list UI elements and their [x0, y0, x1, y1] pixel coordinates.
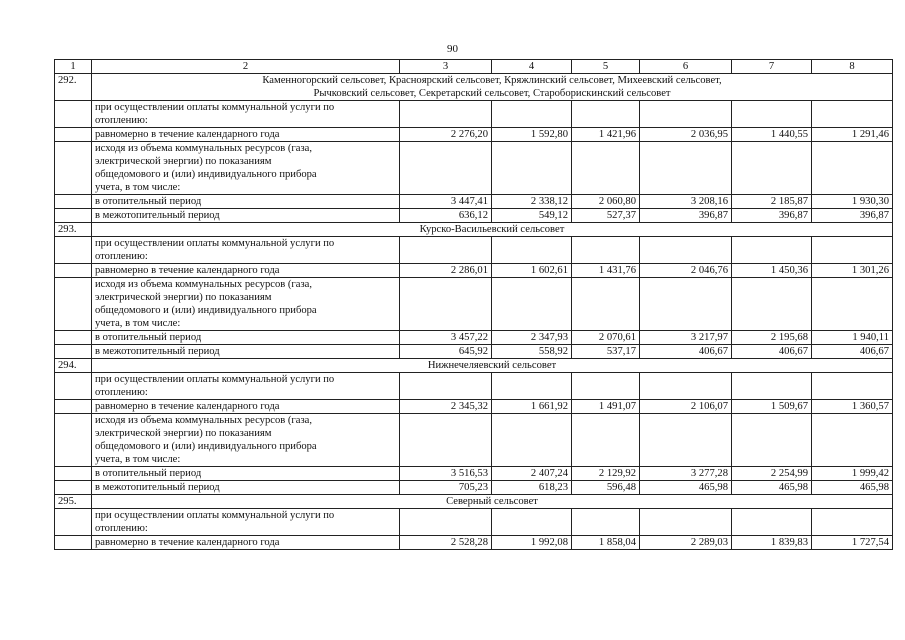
settlement-row [55, 495, 893, 509]
tariff-value-col-3: 2 286,01 [400, 264, 492, 278]
tariff-row [55, 128, 893, 142]
tariff-value-col-5: 2 060,80 [572, 195, 640, 209]
settlement-name-line: Нижнечеляевский сельсовет [427, 360, 557, 371]
tariff-value-col-7 [732, 142, 812, 195]
row-description-line: общедомового и (или) индивидуального прибора [95, 169, 317, 180]
tariff-value-col-3 [400, 237, 492, 264]
tariff-row [55, 373, 893, 400]
row-number-cell [55, 331, 92, 345]
row-description [92, 331, 400, 345]
row-number-cell [55, 373, 92, 400]
row-number: 295. [55, 495, 92, 509]
row-description-line: равномерно в течение календарного года [95, 129, 280, 140]
tariff-row [55, 264, 893, 278]
tariff-value-col-7: 2 185,87 [732, 195, 812, 209]
tariff-value-col-6 [640, 278, 732, 331]
settlement-row [55, 223, 893, 237]
tariff-value-col-5 [572, 237, 640, 264]
settlement-name-line: Северный сельсовет [446, 496, 538, 507]
tariff-row [55, 209, 893, 223]
row-number-cell [55, 264, 92, 278]
tariff-value-col-3: 2 276,20 [400, 128, 492, 142]
tariff-value-col-6: 2 106,07 [640, 400, 732, 414]
tariff-value-col-5: 1 491,07 [572, 400, 640, 414]
tariff-value-col-3: 645,92 [400, 345, 492, 359]
tariff-value-col-5: 596,48 [572, 481, 640, 495]
tariff-value-col-5: 1 858,04 [572, 536, 640, 550]
settlement-name [92, 495, 893, 509]
row-number-cell [55, 414, 92, 467]
row-description-line: отоплению: [95, 115, 148, 126]
tariff-value-col-7: 1 839,83 [732, 536, 812, 550]
tariff-value-col-7 [732, 414, 812, 467]
tariff-value-col-5 [572, 101, 640, 128]
tariff-value-col-5: 1 431,76 [572, 264, 640, 278]
tariff-value-col-6: 3 277,28 [640, 467, 732, 481]
tariff-value-col-7: 1 450,36 [732, 264, 812, 278]
tariff-value-col-8: 1 291,46 [812, 128, 893, 142]
tariff-value-col-6: 465,98 [640, 481, 732, 495]
row-number-cell [55, 278, 92, 331]
row-number-cell [55, 400, 92, 414]
row-description [92, 400, 400, 414]
settlement-name-line: Рычковский сельсовет, Секретарский сельсовет, Староборискинский сельсовет [313, 88, 671, 99]
tariff-row [55, 142, 893, 195]
tariff-row [55, 536, 893, 550]
row-description-line: учета, в том числе: [95, 182, 181, 193]
settlement-row [55, 74, 893, 101]
row-number-cell [55, 481, 92, 495]
row-number-cell [55, 345, 92, 359]
tariff-row [55, 278, 893, 331]
row-number-cell [55, 142, 92, 195]
settlement-name [92, 74, 893, 101]
tariff-value-col-3: 636,12 [400, 209, 492, 223]
row-number-cell [55, 509, 92, 536]
tariff-value-col-3 [400, 142, 492, 195]
tariff-value-col-4 [492, 509, 572, 536]
column-number-3: 3 [400, 60, 492, 74]
row-description [92, 536, 400, 550]
row-number-cell [55, 536, 92, 550]
tariff-value-col-8 [812, 101, 893, 128]
tariff-value-col-5 [572, 509, 640, 536]
column-number-1: 1 [55, 60, 92, 74]
row-description [92, 101, 400, 128]
tariff-value-col-7 [732, 278, 812, 331]
tariff-value-col-7: 1 440,55 [732, 128, 812, 142]
tariff-value-col-7 [732, 101, 812, 128]
tariff-value-col-4: 558,92 [492, 345, 572, 359]
tariff-value-col-4: 1 992,08 [492, 536, 572, 550]
tariff-row [55, 414, 893, 467]
tariff-value-col-5: 527,37 [572, 209, 640, 223]
tariff-row [55, 195, 893, 209]
tariff-value-col-6 [640, 101, 732, 128]
tariff-value-col-4 [492, 237, 572, 264]
tariff-value-col-4: 1 661,92 [492, 400, 572, 414]
row-description-line: отоплению: [95, 387, 148, 398]
column-number-8: 8 [812, 60, 893, 74]
tariff-value-col-7: 2 195,68 [732, 331, 812, 345]
tariff-value-col-4: 618,23 [492, 481, 572, 495]
tariff-value-col-4 [492, 142, 572, 195]
row-description-line: учета, в том числе: [95, 318, 181, 329]
tariff-row [55, 237, 893, 264]
tariff-value-col-7: 1 509,67 [732, 400, 812, 414]
settlement-name-line: Курско-Васильевский сельсовет [419, 224, 565, 235]
row-description-line: отоплению: [95, 251, 148, 262]
row-description-line: в межотопительный период [95, 210, 220, 221]
row-description-line: учета, в том числе: [95, 454, 181, 465]
row-description [92, 345, 400, 359]
row-description-line: электрической энергии) по показаниям [95, 292, 272, 303]
tariff-value-col-7 [732, 509, 812, 536]
tariff-value-col-3 [400, 101, 492, 128]
tariff-value-col-6 [640, 142, 732, 195]
tariff-value-col-7: 406,67 [732, 345, 812, 359]
tariff-value-col-4 [492, 278, 572, 331]
tariff-value-col-8: 1 727,54 [812, 536, 893, 550]
page-number: 90 [447, 43, 458, 55]
tariff-value-col-6: 396,87 [640, 209, 732, 223]
tariff-value-col-6: 406,67 [640, 345, 732, 359]
tariff-value-col-8: 1 301,26 [812, 264, 893, 278]
row-number-cell [55, 195, 92, 209]
row-description [92, 142, 400, 195]
tariff-value-col-3 [400, 509, 492, 536]
tariff-value-col-4: 2 338,12 [492, 195, 572, 209]
tariff-value-col-4: 1 602,61 [492, 264, 572, 278]
settlement-name [92, 223, 893, 237]
row-description-line: электрической энергии) по показаниям [95, 156, 272, 167]
tariff-value-col-7: 2 254,99 [732, 467, 812, 481]
tariff-value-col-6 [640, 373, 732, 400]
tariff-value-col-7: 396,87 [732, 209, 812, 223]
tariff-value-col-4: 549,12 [492, 209, 572, 223]
tariff-value-col-8: 406,67 [812, 345, 893, 359]
column-number-row [55, 60, 893, 74]
tariff-value-col-8: 1 999,42 [812, 467, 893, 481]
tariff-value-col-3: 3 457,22 [400, 331, 492, 345]
tariff-value-col-4: 2 407,24 [492, 467, 572, 481]
row-number-cell [55, 237, 92, 264]
tariff-value-col-5 [572, 414, 640, 467]
tariff-value-col-8 [812, 142, 893, 195]
tariff-value-col-6: 2 289,03 [640, 536, 732, 550]
tariff-value-col-3: 2 528,28 [400, 536, 492, 550]
row-description [92, 414, 400, 467]
tariff-table [54, 59, 893, 550]
tariff-value-col-3: 3 447,41 [400, 195, 492, 209]
row-description-line: в межотопительный период [95, 346, 220, 357]
tariff-row [55, 509, 893, 536]
row-description [92, 195, 400, 209]
tariff-value-col-3: 2 345,32 [400, 400, 492, 414]
row-number-cell [55, 209, 92, 223]
row-description [92, 264, 400, 278]
row-description-line: равномерно в течение календарного года [95, 537, 280, 548]
tariff-value-col-7: 465,98 [732, 481, 812, 495]
tariff-row [55, 467, 893, 481]
row-number: 293. [55, 223, 92, 237]
tariff-row [55, 481, 893, 495]
row-description-line: при осуществлении оплаты коммунальной услуги по [95, 510, 335, 521]
tariff-value-col-6: 3 217,97 [640, 331, 732, 345]
row-number-cell [55, 101, 92, 128]
tariff-value-col-6 [640, 237, 732, 264]
row-description-line: электрической энергии) по показаниям [95, 428, 272, 439]
tariff-value-col-6: 3 208,16 [640, 195, 732, 209]
row-number: 292. [55, 74, 92, 101]
row-description-line: отоплению: [95, 523, 148, 534]
tariff-value-col-3 [400, 373, 492, 400]
row-number-cell [55, 128, 92, 142]
tariff-value-col-7 [732, 237, 812, 264]
tariff-value-col-8 [812, 509, 893, 536]
tariff-value-col-4 [492, 101, 572, 128]
row-description-line: исходя из объема коммунальных ресурсов (газа, [95, 279, 313, 290]
tariff-row [55, 400, 893, 414]
row-description [92, 209, 400, 223]
tariff-row [55, 345, 893, 359]
row-description-line: общедомового и (или) индивидуального прибора [95, 441, 317, 452]
tariff-value-col-5: 1 421,96 [572, 128, 640, 142]
column-number-2: 2 [92, 60, 400, 74]
row-description [92, 237, 400, 264]
row-number-cell [55, 467, 92, 481]
row-description [92, 128, 400, 142]
row-description-line: в отопительный период [95, 196, 202, 207]
column-number-6: 6 [640, 60, 732, 74]
tariff-value-col-5: 2 129,92 [572, 467, 640, 481]
tariff-value-col-4: 1 592,80 [492, 128, 572, 142]
tariff-value-col-8: 1 940,11 [812, 331, 893, 345]
row-description-line: при осуществлении оплаты коммунальной услуги по [95, 374, 335, 385]
settlement-name [92, 359, 893, 373]
row-description-line: в отопительный период [95, 468, 202, 479]
settlement-row [55, 359, 893, 373]
tariff-value-col-5 [572, 373, 640, 400]
tariff-value-col-6 [640, 414, 732, 467]
row-description [92, 481, 400, 495]
tariff-value-col-3: 705,23 [400, 481, 492, 495]
row-description-line: в отопительный период [95, 332, 202, 343]
row-description [92, 509, 400, 536]
row-description [92, 467, 400, 481]
row-description [92, 373, 400, 400]
tariff-row [55, 331, 893, 345]
tariff-value-col-8: 1 360,57 [812, 400, 893, 414]
tariff-value-col-4 [492, 414, 572, 467]
row-description-line: равномерно в течение календарного года [95, 401, 280, 412]
tariff-value-col-4 [492, 373, 572, 400]
tariff-value-col-6: 2 046,76 [640, 264, 732, 278]
column-number-4: 4 [492, 60, 572, 74]
tariff-value-col-8: 1 930,30 [812, 195, 893, 209]
tariff-value-col-3: 3 516,53 [400, 467, 492, 481]
row-description-line: при осуществлении оплаты коммунальной услуги по [95, 102, 335, 113]
tariff-value-col-5: 2 070,61 [572, 331, 640, 345]
tariff-value-col-7 [732, 373, 812, 400]
row-description-line: в межотопительный период [95, 482, 220, 493]
tariff-value-col-6: 2 036,95 [640, 128, 732, 142]
row-number: 294. [55, 359, 92, 373]
tariff-value-col-4: 2 347,93 [492, 331, 572, 345]
settlement-name-line: Каменногорский сельсовет, Краснoярский сельсовет, Кряжлинский сельсовет, Михеевский сельсовет, [262, 75, 722, 86]
tariff-value-col-8: 465,98 [812, 481, 893, 495]
tariff-value-col-8: 396,87 [812, 209, 893, 223]
tariff-value-col-3 [400, 278, 492, 331]
tariff-value-col-8 [812, 278, 893, 331]
tariff-value-col-6 [640, 509, 732, 536]
row-description-line: исходя из объема коммунальных ресурсов (газа, [95, 415, 313, 426]
column-number-7: 7 [732, 60, 812, 74]
row-description-line: общедомового и (или) индивидуального прибора [95, 305, 317, 316]
row-description-line: исходя из объема коммунальных ресурсов (газа, [95, 143, 313, 154]
tariff-table-body [55, 60, 893, 550]
tariff-row [55, 101, 893, 128]
tariff-value-col-8 [812, 373, 893, 400]
tariff-value-col-5: 537,17 [572, 345, 640, 359]
tariff-value-col-8 [812, 237, 893, 264]
column-number-5: 5 [572, 60, 640, 74]
tariff-value-col-5 [572, 278, 640, 331]
row-description [92, 278, 400, 331]
row-description-line: равномерно в течение календарного года [95, 265, 280, 276]
tariff-value-col-8 [812, 414, 893, 467]
row-description-line: при осуществлении оплаты коммунальной услуги по [95, 238, 335, 249]
tariff-value-col-5 [572, 142, 640, 195]
tariff-value-col-3 [400, 414, 492, 467]
